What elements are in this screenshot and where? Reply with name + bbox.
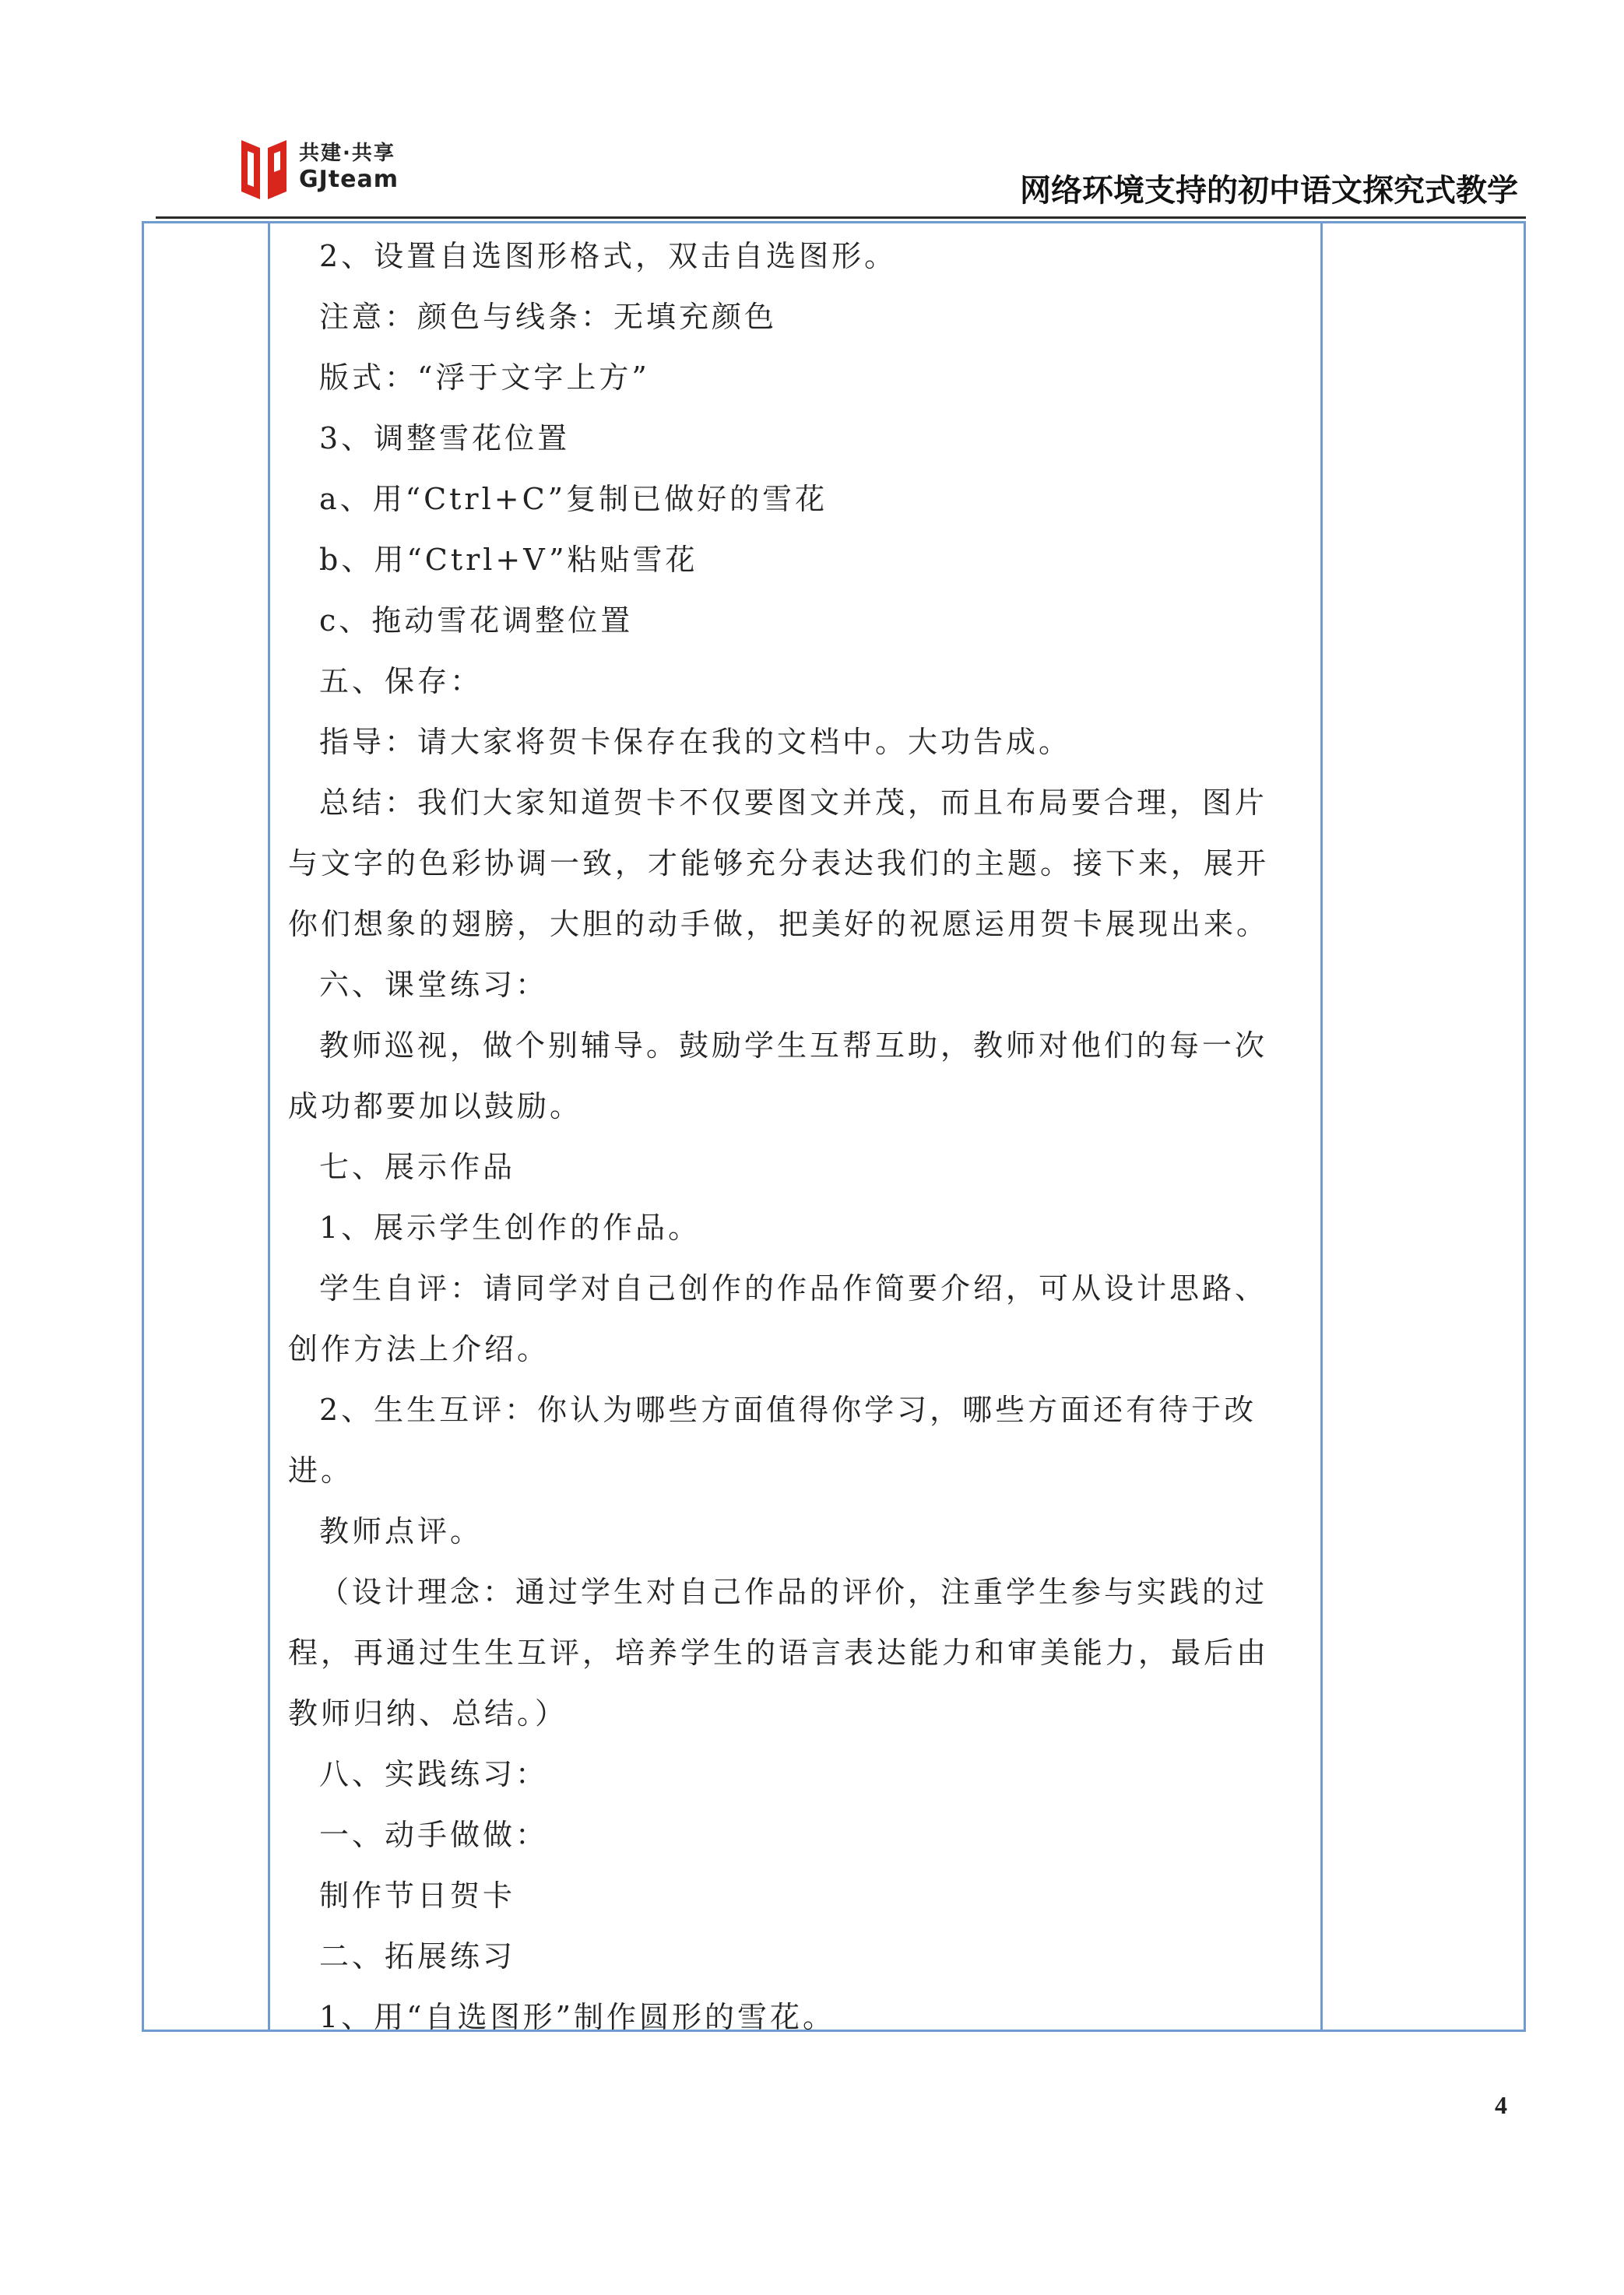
table-column-divider-right <box>1320 221 1323 2032</box>
content-line: 2、生生互评：你认为哪些方面值得你学习，哪些方面还有待于改 <box>319 1393 1257 1427</box>
logo-chinese-text: 共建·共享 <box>299 142 395 165</box>
content-line: 你们想象的翅膀，大胆的动手做，把美好的祝愿运用贺卡展现出来。 <box>288 907 1270 941</box>
content-line: 1、展示学生创作的作品。 <box>319 1211 701 1245</box>
content-line: 一、动手做做： <box>319 1818 549 1852</box>
content-line: （设计理念：通过学生对自己作品的评价，注重学生参与实践的过 <box>319 1575 1268 1609</box>
content-line: 学生自评：请同学对自己创作的作品作简要介绍，可从设计思路、 <box>319 1271 1268 1306</box>
content-line: 指导：请大家将贺卡保存在我的文档中。大功告成。 <box>319 725 1072 759</box>
header-title: 网络环境支持的初中语文探究式教学 <box>1020 173 1518 209</box>
table-column-divider-left <box>268 221 270 2032</box>
content-line: 教师巡视，做个别辅导。鼓励学生互帮互助，教师对他们的每一次 <box>319 1028 1268 1063</box>
content-line: 制作节日贺卡 <box>319 1879 516 1913</box>
content-line: 与文字的色彩协调一致，才能够充分表达我们的主题。接下来，展开 <box>288 846 1270 880</box>
content-line: 二、拓展练习 <box>319 1939 516 1973</box>
content-line: 教师点评。 <box>319 1514 483 1548</box>
lesson-content-cell <box>288 226 1274 2047</box>
content-line: 进。 <box>288 1453 354 1488</box>
gjteam-logo <box>237 132 399 202</box>
content-line: 五、保存： <box>319 664 483 698</box>
content-line: b、用“Ctrl+V”粘贴雪花 <box>319 543 698 577</box>
logo-english-text: GJteam <box>299 166 399 193</box>
content-line: 版式：“浮于文字上方” <box>319 360 650 395</box>
content-line: 1、用“自选图形”制作圆形的雪花。 <box>319 2000 836 2034</box>
gjteam-logo-icon <box>237 134 291 201</box>
content-line: 教师归纳、总结。） <box>288 1696 568 1731</box>
content-line: 程，再通过生生互评，培养学生的语言表达能力和审美能力，最后由 <box>288 1636 1270 1670</box>
page-number: 4 <box>1495 2091 1507 2119</box>
content-line: 注意：颜色与线条：无填充颜色 <box>319 300 778 334</box>
content-line: 3、调整雪花位置 <box>319 421 571 455</box>
content-line: 八、实践练习： <box>319 1757 549 1791</box>
content-line: c、拖动雪花调整位置 <box>319 603 634 638</box>
content-line: 创作方法上介绍。 <box>288 1332 550 1366</box>
content-line: 六、课堂练习： <box>319 968 549 1002</box>
header-rule <box>156 216 1526 219</box>
content-line: 七、展示作品 <box>319 1150 516 1184</box>
content-line: 2、设置自选图形格式，双击自选图形。 <box>319 239 898 273</box>
content-line: 成功都要加以鼓励。 <box>288 1089 583 1123</box>
content-line: 总结：我们大家知道贺卡不仅要图文并茂，而且布局要合理，图片 <box>319 786 1268 820</box>
content-line: a、用“Ctrl+C”复制已做好的雪花 <box>319 482 828 516</box>
